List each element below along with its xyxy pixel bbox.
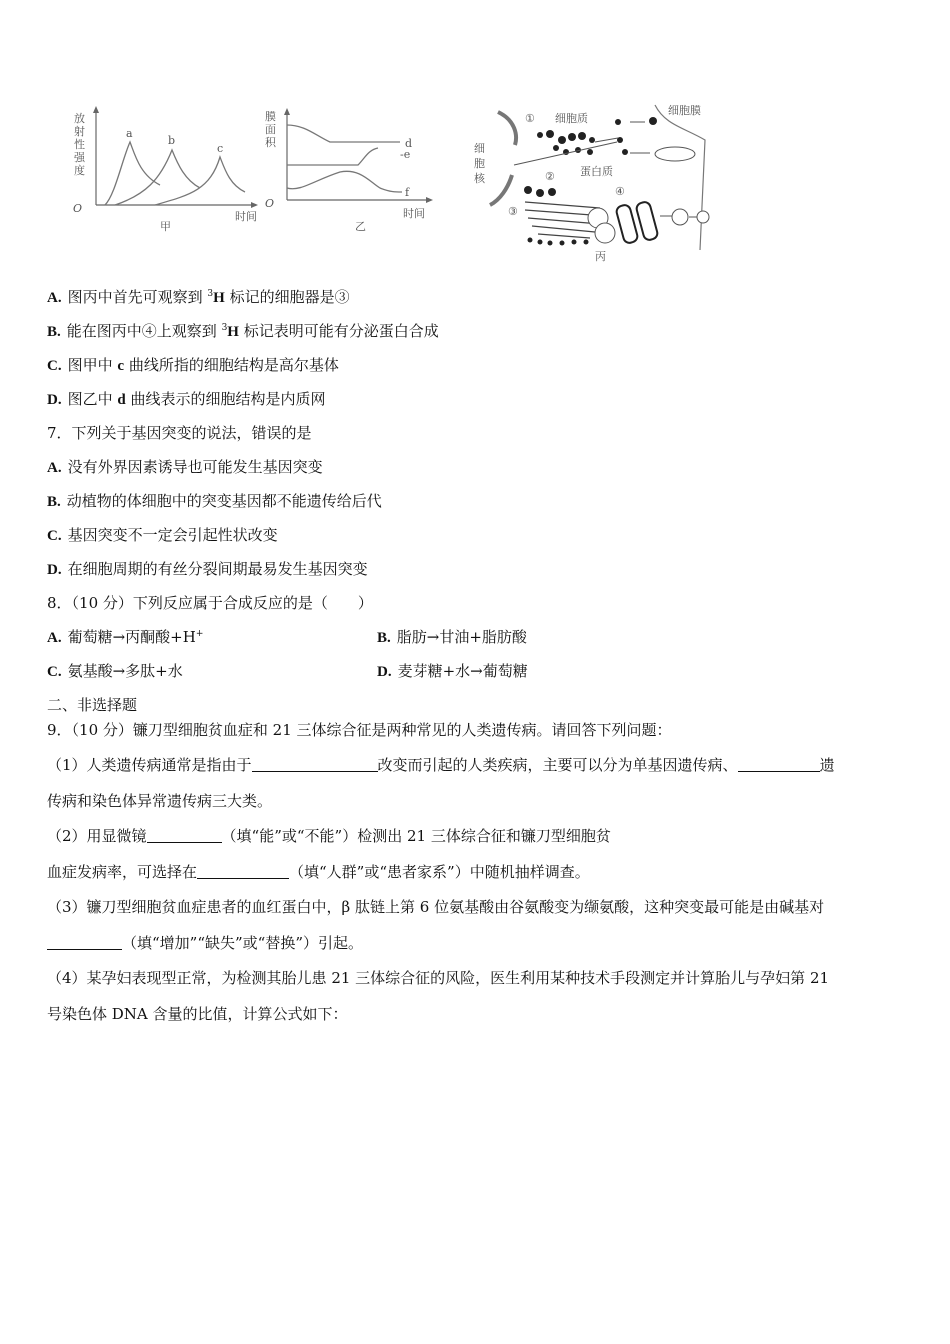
svg-text:O: O [73, 202, 83, 215]
q9-stem: 9．（10 分）镰刀型细胞贫血症和 21 三体综合征是两种常见的人类遗传病。请回答下列问题： [47, 721, 672, 739]
curve-label-c: c [217, 142, 224, 155]
q7-option-c: C. 基因突变不一定会引起性状改变 [47, 526, 278, 544]
svg-text:度: 度 [74, 164, 85, 177]
svg-text:①: ① [525, 112, 535, 125]
section-title: 二、非选择题 [47, 696, 138, 714]
svg-text:蛋白质: 蛋白质 [580, 165, 613, 178]
svg-text:面: 面 [265, 123, 276, 136]
q9-part3-line2: （填“增加”“缺失”或“替换”）引起。 [47, 933, 363, 953]
svg-text:核: 核 [474, 172, 485, 185]
q9-part1-line2: 传病和染色体异常遗传病三大类。 [47, 792, 273, 810]
q9-part2-line1: （2）用显微镜 （填“能”或“不能”）检测出 21 三体综合征和镰刀型细胞贫 [47, 827, 611, 845]
svg-text:丙: 丙 [595, 250, 606, 263]
q9-part4-line2: 号染色体 DNA 含量的比值，计算公式如下： [47, 1005, 348, 1023]
answer-blank-1[interactable] [252, 756, 378, 772]
svg-text:膜: 膜 [265, 110, 276, 123]
svg-text:细胞膜: 细胞膜 [668, 104, 701, 117]
q9-part2-line2: 血症发病率，可选择在 （填“人群”或“患者家系”）中随机抽样调查。 [47, 863, 590, 881]
svg-text:射: 射 [74, 125, 85, 138]
svg-text:性: 性 [74, 138, 85, 151]
svg-text:O: O [265, 197, 275, 210]
svg-text:细: 细 [474, 142, 485, 155]
q9-part1-line1: （1）人类遗传病通常是指由于 改变而引起的人类疾病，主要可以分为单基因遗传病、 遗 [47, 756, 835, 774]
curve-label-a: a [126, 127, 133, 140]
q7-option-d: D. 在细胞周期的有丝分裂间期最易发生基因突变 [47, 560, 368, 578]
svg-text:甲: 甲 [160, 220, 171, 233]
q7-stem: 7．下列关于基因突变的说法，错误的是 [47, 424, 312, 442]
answer-blank-5[interactable] [47, 934, 122, 950]
q8-option-a: A. 葡萄糖→丙酮酸+H+ [47, 628, 204, 646]
figure-row [60, 100, 740, 270]
q8-stem: 8．（10 分）下列反应属于合成反应的是（ ） [47, 594, 373, 612]
q9-part4-line1: （4）某孕妇表现型正常，为检测其胎儿患 21 三体综合征的风险，医生利用某种技术手段测定并计算胎儿与孕妇第 21 [47, 969, 830, 987]
answer-blank-2[interactable] [738, 756, 820, 772]
svg-text:时间: 时间 [403, 207, 425, 220]
q6-option-d: D. 图乙中 d 曲线表示的细胞结构是内质网 [47, 390, 326, 408]
q6-option-c: C. 图甲中 c 曲线所指的细胞结构是高尔基体 [47, 356, 339, 374]
svg-text:放: 放 [74, 112, 85, 125]
figure-yi-chart [260, 100, 450, 235]
svg-text:②: ② [545, 170, 555, 183]
q8-option-b: B. 脂肪→甘油+脂肪酸 [377, 628, 527, 646]
svg-text:细胞质: 细胞质 [555, 112, 588, 125]
q9-part3-line1: （3）镰刀型细胞贫血症患者的血红蛋白中，β 肽链上第 6 位氨基酸由谷氨酸变为缬氨酸，这种突变最可能是由碱基对 [47, 898, 825, 916]
figure-jia-chart [60, 100, 260, 235]
curve-label-d: d [405, 137, 413, 150]
curve-label-b: b [168, 134, 176, 147]
svg-text:④: ④ [615, 185, 625, 198]
q6-option-a: A. 图丙中首先可观察到 $^3$H 标记的细胞器是③ [47, 288, 350, 306]
q8-option-d: D. 麦芽糖+水→葡萄糖 [377, 662, 528, 680]
svg-text:强: 强 [74, 151, 85, 164]
svg-text:③: ③ [508, 205, 518, 218]
q7-option-a: A. 没有外界因素诱导也可能发生基因突变 [47, 458, 323, 476]
q8-option-c: C. 氨基酸→多肽+水 [47, 662, 183, 680]
q7-option-b: B. 动植物的体细胞中的突变基因都不能遗传给后代 [47, 492, 382, 510]
svg-text:胞: 胞 [474, 157, 485, 170]
answer-blank-4[interactable] [197, 863, 289, 879]
curve-label-f: f [405, 186, 410, 199]
svg-text:时间: 时间 [235, 210, 257, 223]
q6-option-b: B. 能在图丙中④上观察到 $^3$H 标记表明可能有分泌蛋白合成 [47, 322, 439, 340]
svg-text:积: 积 [265, 136, 276, 149]
answer-blank-3[interactable] [147, 827, 222, 843]
svg-text:乙: 乙 [355, 220, 366, 233]
curve-label-e: -e [400, 148, 411, 161]
figure-bing-diagram [470, 100, 740, 270]
